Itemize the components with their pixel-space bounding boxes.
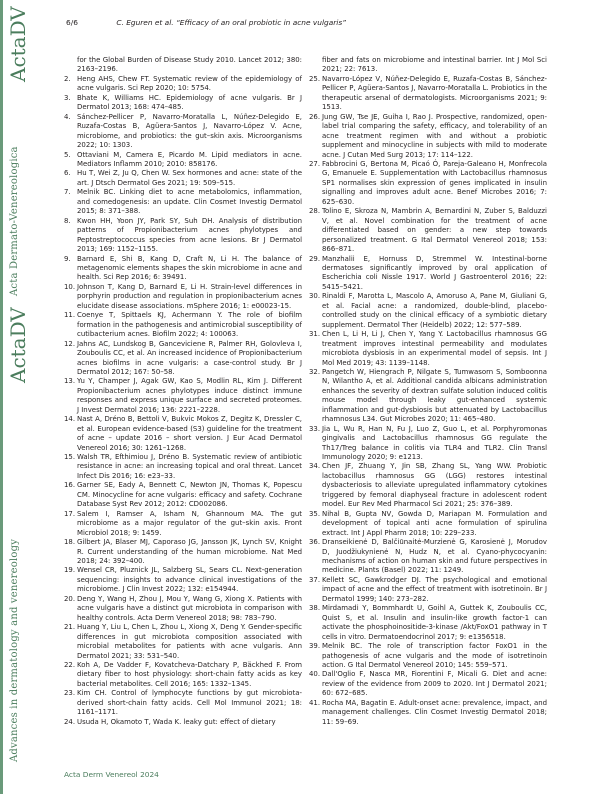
reference-number: 40.: [309, 670, 321, 679]
reference-item: [64, 217, 302, 255]
reference-number: 30.: [309, 292, 321, 301]
reference-text: Usuda H, Okamoto T, Wada K. leaky gut: effect of dietary: [77, 717, 276, 726]
reference-item: [64, 56, 302, 75]
reference-text: Chen JF, Zhuang Y, Jin SB, Zhang SL, Yang WW. Probiotic lactobacillus rhamnosus GG (LGG) restores intestinal dysbacteriosis to alleviate upregulated inflammatory cytokines triggered by femoral diaphyseal fracture in adolescent rodent model. Eur Rev Med Pharmacol Sci 2021; 25: 376–389.: [322, 462, 547, 509]
reference-text: Koh A, De Vadder F, Kovatcheva-Datchary P, Bäckhed F. From dietary fiber to host physiology: short-chain fatty acids as key bacterial metabolites. Cell 2016; 165: 1332–1345.: [77, 661, 302, 688]
reference-number: 20.: [64, 594, 76, 603]
reference-number: 27.: [309, 159, 321, 168]
reference-text: Ottaviani M, Camera E, Picardo M. Lipid mediators in acne. Mediators Inflamm 2010; 2010: 858176.: [77, 150, 302, 168]
reference-item: [309, 292, 547, 330]
reference-item: [309, 510, 547, 538]
reference-number: 21.: [64, 623, 76, 632]
reference-text: Garner SE, Eady A, Bennett C, Newton JN, Thomas K, Popescu CM. Minocycline for acne vulgaris: efficacy and safety. Cochrane Database Syst Rev 2012; 2012: CD002086.: [77, 481, 302, 509]
reference-number: 2.: [64, 74, 71, 83]
reference-text: Melnik BC. The role of transcription factor FoxO1 in the pathogenesis of acne vulgaris and the mode of isotretinoin action. G Ital Dermatol Venereol 2010; 145: 559–571.: [322, 642, 547, 669]
reference-item: [64, 311, 302, 339]
reference-item: [309, 207, 547, 254]
reference-item: [309, 160, 547, 207]
reference-text: Dall'Oglio F, Nasca MR, Fiorentini F, Micali G. Diet and acne: review of the evidence from 2009 to 2020. Int J Dermatol 2021; 60: 672–685.: [322, 670, 547, 698]
reference-text: for the Global Burden of Disease Study 2010. Lancet 2012; 380: 2163–2196.: [77, 56, 302, 74]
reference-number: 41.: [309, 698, 321, 707]
reference-text: Coenye T, Spittaels KJ, Achermann Y. The role of biofilm formation in the pathogenesis and antimicrobial susceptibility of cutibacterium acnes. Biofilm 2022; 4: 100063.: [77, 311, 302, 339]
reference-item: [309, 670, 547, 698]
reference-number: 12.: [64, 339, 76, 348]
journal-sidebar: [0, 0, 46, 794]
reference-text: Barnard E, Shi B, Kang D, Craft N, Li H. The balance of metagenomic elements shapes the skin microbiome in acne and health. Sci Rep 2016; 6: 39491.: [77, 254, 302, 282]
reference-text: Johnson T, Kang D, Barnard E, Li H. Strain-level differences in porphyrin production and regulation in propionibacterium acnes elucidate disease associations. mSphere 2016; 1: e00023-15.: [77, 282, 302, 310]
reference-text: Pangetch W, Hiengrach P, Nilgate S, Tumwasorn S, Somboonna N, Wilantho A, et al. Additional candida albicans administration enhances the severity of dextran sulfate solution induced colitis mouse model through leaky gut-enhanced systemic inflammation and gut-dysbiosis but attenuated by Lactobacillus rhamnosus L34. Gut Microbes 2020; 11: 465–480.: [322, 367, 547, 424]
reference-item: [64, 377, 302, 415]
reference-item: [64, 595, 302, 623]
reference-number: 22.: [64, 661, 76, 669]
sidebar-stripe: [0, 0, 3, 794]
reference-number: 24.: [64, 717, 76, 726]
reference-text: Navarro-López V, Núñez-Delegido E, Ruzafa-Costas B, Sánchez-Pellicer P, Agüera-Santos J, Navarro-Moratalla L. Probiotics in the therapeutic arsenal of dermatologists. Microorganisms 2021; 9: 1513.: [322, 74, 547, 112]
reference-number: [309, 56, 322, 75]
reference-number: 16.: [64, 481, 76, 490]
references-right-column: [309, 56, 547, 727]
reference-text: Huang Y, Liu L, Chen L, Zhou L, Xiong X, Deng Y. Gender-specific differences in gut microbiota composition associated with microbial metabolites for patients with acne vulgaris. Ann Dermatol 2021; 33: 531–540.: [77, 623, 302, 660]
reference-item: [309, 604, 547, 642]
reference-number: 25.: [309, 74, 321, 83]
reference-number: 33.: [309, 424, 321, 433]
reference-text: Jia L, Wu R, Han N, Fu J, Luo Z, Guo L, et al. Porphyromonas gingivalis and Lactobacillus rhamnosus GG regulate the Th17/Treg balance in colitis via TLR4 and TLR2. Clin Transl Immunology 2020; 9: e1213.: [322, 424, 547, 462]
reference-item: [309, 642, 547, 670]
journal-logo-mid: ActaDV: [6, 307, 30, 383]
reference-item: [309, 699, 547, 727]
reference-number: 15.: [64, 453, 76, 462]
reference-item: [309, 113, 547, 160]
page-number: 6/6: [66, 18, 78, 27]
reference-item: [309, 56, 547, 75]
reference-text: Dranseikienė D, Balčiūnaitė-Murzienė G, Karosienė J, Morudov D, Juodžiukynienė N, Hudz N, et al. Cyano-phycocyanin: mechanisms of action on human skin and future perspectives in medicine. Plants (Basel) 2022; 11: 1249.: [322, 538, 547, 575]
running-title: C. Eguren et al. “Efficacy of an oral probiotic in acne vulgaris”: [116, 18, 346, 27]
reference-text: Heng AHS, Chew FT. Systematic review of the epidemiology of acne vulgaris. Sci Rep 2020; 10: 5754.: [77, 74, 302, 93]
reference-text: Manzhalii E, Hornuss D, Stremmel W. Intestinal-borne dermatoses significantly improved by oral application of Escherichia coli Nissle 1917. World J Gastroenterol 2016; 22: 5415–5421.: [322, 254, 547, 291]
reference-number: 6.: [64, 169, 71, 178]
reference-number: 7.: [64, 188, 71, 197]
reference-item: [64, 481, 302, 509]
reference-text: Kellett SC, Gawkrodger DJ. The psychological and emotional impact of acne and the effect of treatment with isotretinoin. Br J Dermatol 1999; 140: 273–282.: [322, 575, 547, 603]
references-left-column: [64, 56, 302, 727]
reference-item: [64, 340, 302, 378]
journal-name-top: Acta Dermato-Venereologica: [9, 146, 20, 296]
reference-number: 29.: [309, 254, 321, 263]
reference-item: [64, 661, 302, 689]
reference-number: 5.: [64, 150, 71, 159]
reference-item: [64, 169, 302, 188]
reference-item: [64, 453, 302, 481]
reference-number: 39.: [309, 642, 321, 651]
reference-text: Walsh TR, Efthimiou J, Dréno B. Systematic review of antibiotic resistance in acne: an increasing topical and oral threat. Lancet Infect Dis 2016; 16: e23–33.: [77, 453, 302, 480]
reference-text: Mirdamadi Y, Bommhardt U, Goihl A, Guttek K, Zouboulis CC, Quist S, et al. Insulin and insulin-like growth factor-1 can activate the phosphoinositide-3-kinase /Akt/FoxO1 pathway in T cells in vitro. Dermatoendocrinol 2017; 9: e1356518.: [322, 604, 547, 641]
reference-text: Rinaldi F, Marotta L, Mascolo A, Amoruso A, Pane M, Giuliani G, et al. Facial acne: a randomized, double-blind, placebo-controlled study on the clinical efficacy of a symbiotic dietary supplement. Dermatol Ther (Heidelb) 2022; 12: 577–589.: [322, 292, 547, 329]
reference-number: 14.: [64, 415, 76, 424]
reference-item: [64, 255, 302, 283]
reference-text: Jahns AC, Lundskog B, Ganceviciene R, Palmer RH, Golovleva I, Zouboulis CC, et al. An increased incidence of Propionibacterium acnes biofilms in acne vulgaris: a case-control study. Br J Dermatol 2012; 167: 50–58.: [77, 339, 302, 376]
reference-text: Gilbert JA, Blaser MJ, Caporaso JG, Jansson JK, Lynch SV, Knight R. Current understanding of the human microbiome. Nat Med 2018; 24: 392–400.: [77, 538, 302, 566]
reference-text: Sánchez-Pellicer P, Navarro-Moratalla L, Núñez-Delegido E, Ruzafa-Costas B, Agüera-Santos J, Navarro-López V. Acne, microbiome, and probiotics: the gut–skin axis. Microorganisms 2022; 10: 1303.: [77, 112, 302, 150]
reference-item: [309, 368, 547, 425]
reference-text: Nihal B, Gupta NV, Gowda D, Mariapan M. Formulation and development of topical anti acne formulation of spirulina extract. Int J Appl Pharm 2018; 10: 229–233.: [322, 509, 547, 537]
reference-number: 32.: [309, 367, 321, 376]
reference-number: 23.: [64, 689, 76, 698]
reference-item: [64, 75, 302, 94]
reference-number: 34.: [309, 462, 321, 471]
reference-item: [309, 425, 547, 463]
reference-number: 28.: [309, 207, 321, 216]
running-header: [66, 18, 346, 27]
reference-number: 10.: [64, 282, 76, 291]
reference-text: Hu T, Wei Z, Ju Q, Chen W. Sex hormones and acne: state of the art. J Dtsch Dermatol Ges 2021; 19: 509–515.: [77, 169, 302, 187]
reference-item: [64, 151, 302, 170]
reference-number: [64, 56, 77, 75]
reference-text: Nast A, Dréno B, Bettoli V, Bukvic Mokos Z, Degitz K, Dressler C, et al. European evidence-based (S3) guideline for the treatment of acne – update 2016 – short version. J Eur Acad Dermatol Venereol 2016; 30: 1261–1268.: [77, 415, 302, 452]
reference-item: [64, 538, 302, 566]
journal-logo-top: ActaDV: [6, 6, 30, 82]
reference-number: 18.: [64, 538, 76, 547]
reference-text: Wensel CR, Pluznick JL, Salzberg SL, Sears CL. Next-generation sequencing: insights to advance clinical investigations of the microbiome. J Clin Invest 2022; 132: e154944.: [77, 566, 302, 594]
reference-text: Tolino E, Skroza N, Mambrin A, Bernardini N, Zuber S, Balduzzi V, et al. Novel combination for the treatment of acne differentiated based on gender: a new step towards personalized treatment. G Ital Dermatol Venereol 2018; 153: 866–871.: [322, 207, 547, 254]
reference-item: [309, 330, 547, 368]
reference-text: Fabbrocini G, Bertona M, Picaó Ó, Pareja-Galeano H, Monfrecola G, Emanuele E. Supplementation with Lactobacillus rhamnosus SP1 normalises skin expression of genes implicated in insulin signalling and improves adult acne. Benef Microbes 2016; 7: 625–630.: [322, 159, 547, 206]
reference-item: [64, 113, 302, 151]
reference-text: Yu Y, Champer J, Agak GW, Kao S, Modlin RL, Kim J. Different Propionibacterium acnes phylotypes induce distinct immune responses and express unique surface and secreted proteomes. J Invest Dermatol 2016; 136: 2221–2228.: [77, 377, 302, 414]
reference-text: Chen L, Li H, Li J, Chen Y, Yang Y. Lactobacillus rhamnosus GG treatment improves intestinal permeability and modulates microbiota dysbiosis in an experimental model of sepsis. Int J Mol Med 2019; 43: 1139–1148.: [322, 330, 547, 367]
reference-text: Kwon HH, Yoon JY, Park SY, Suh DH. Analysis of distribution patterns of Propionibacterium acnes phylotypes and Peptostreptococcus species from acne lesions. Br J Dermatol 2013; 169: 1152–1155.: [77, 216, 302, 254]
reference-number: 4.: [64, 112, 71, 121]
reference-text: Jung GW, Tse JE, Guiha I, Rao J. Prospective, randomized, open-label trial comparing the safety, efficacy, and tolerability of an acne treatment regimen with and without a probiotic supplement and minocycline in subjects with mild to moderate acne. J Cutan Med Surg 2013; 17: 114–122.: [322, 112, 547, 159]
reference-item: [64, 718, 302, 727]
reference-item: [64, 283, 302, 311]
reference-number: 11.: [64, 311, 76, 320]
reference-item: [309, 255, 547, 293]
reference-number: 37.: [309, 575, 321, 584]
reference-text: Melnik BC. Linking diet to acne metabolomics, inflammation, and comedogenesis: an update. Clin Cosmet Investig Dermatol 2015; 8: 371–388.: [77, 188, 302, 216]
reference-item: [64, 623, 302, 661]
reference-number: 38.: [309, 604, 321, 613]
reference-item: [309, 576, 547, 604]
reference-text: Rocha MA, Bagatin E. Adult-onset acne: prevalence, impact, and management challenges. Clin Cosmet Investig Dermatol 2018; 11: 59–69.: [322, 698, 547, 726]
reference-text: fiber and fats on microbiome and intestinal barrier. Int J Mol Sci 2021; 22: 7613.: [322, 56, 547, 74]
reference-number: 19.: [64, 566, 76, 575]
reference-item: [64, 510, 302, 538]
reference-item: [309, 538, 547, 576]
reference-number: 26.: [309, 112, 321, 121]
reference-item: [309, 75, 547, 113]
reference-number: 17.: [64, 509, 76, 518]
reference-number: 8.: [64, 216, 71, 225]
reference-number: 9.: [64, 254, 71, 263]
reference-text: Kim CH. Control of lymphocyte functions by gut microbiota-derived short-chain fatty acids. Cell Mol Immunol 2021; 18: 1161–1171.: [77, 689, 302, 717]
reference-item: [309, 462, 547, 509]
reference-number: 35.: [309, 509, 321, 518]
reference-number: 13.: [64, 377, 76, 386]
reference-number: 31.: [309, 330, 321, 339]
reference-number: 36.: [309, 538, 321, 547]
reference-text: Bhate K, Williams HC. Epidemiology of acne vulgaris. Br J Dermatol 2013; 168: 474–485.: [77, 93, 302, 112]
reference-item: [64, 94, 302, 113]
reference-item: [64, 188, 302, 216]
reference-text: Salem I, Ramser A, Isham N, Ghannoum MA. The gut microbiome as a major regulator of the gut–skin axis. Front Microbiol 2018; 9: 1459.: [77, 509, 302, 537]
journal-footer: Acta Derm Venereol 2024: [64, 770, 159, 779]
reference-item: [64, 566, 302, 594]
reference-text: Deng Y, Wang H, Zhou J, Mou Y, Wang G, Xiong X. Patients with acne vulgaris have a distinct gut microbiota in comparison with healthy controls. Acta Derm Venereol 2018; 98: 783–790.: [77, 594, 302, 622]
reference-number: 3.: [64, 93, 71, 102]
reference-item: [64, 689, 302, 717]
reference-item: [64, 415, 302, 453]
journal-name-bottom: Advances in dermatology and venereology: [9, 538, 20, 762]
